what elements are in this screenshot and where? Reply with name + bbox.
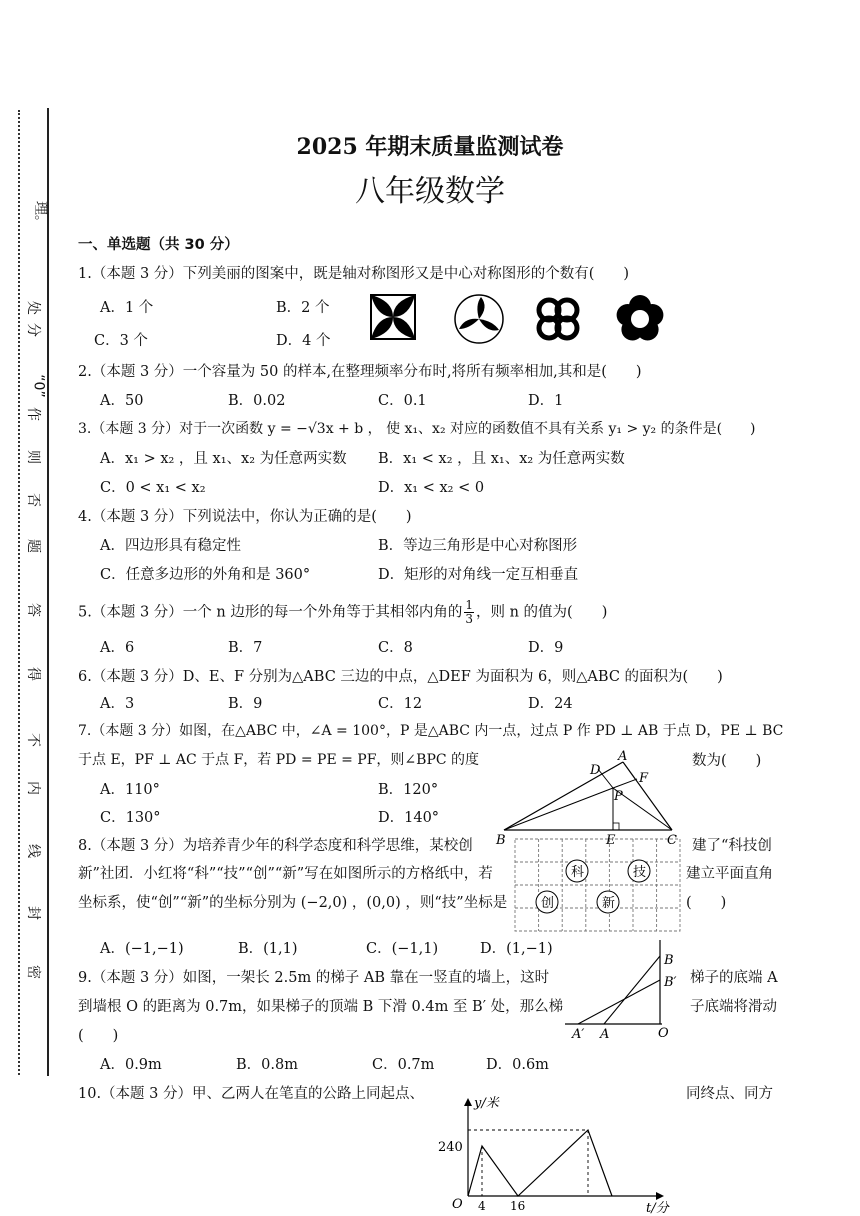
q7-label-e: E	[606, 833, 616, 848]
q1-pattern-2	[455, 295, 503, 343]
binding-char: 作	[25, 407, 41, 421]
q8-line2: 新”社团．小红将“科”“技”“创”“新”写在如图所示的方格纸中，若	[78, 866, 493, 882]
exam-title: 2025 年期末质量监测试卷	[296, 134, 564, 160]
q7-label-c: C	[667, 833, 677, 848]
q10-xlabel: t/分	[646, 1201, 669, 1214]
q8-char-chuang: 创	[541, 896, 555, 911]
q5-option-c: C．8	[378, 640, 413, 656]
q9-option-d: D．0.6m	[486, 1057, 549, 1073]
q9-line1-tail: 梯子的底端 A	[690, 970, 778, 986]
q9-ladder-figure	[560, 936, 685, 1042]
q7-label-d: D	[590, 763, 601, 778]
q9-label-a: A	[600, 1027, 610, 1042]
q7-line2: 于点 E，PF ⊥ AC 于点 F，若 PD = PE = PF，则∠BPC 的度	[78, 752, 480, 768]
q9-option-b: B．0.8m	[236, 1057, 298, 1073]
q7-option-b: B．120°	[378, 782, 439, 798]
q5-frac-den: 3	[465, 612, 473, 626]
q7-option-d: D．140°	[378, 810, 440, 826]
q6-stem: 6.（本题 3 分）D、E、F 分别为△ABC 三边的中点，△DEF 为面积为 6，则△ABC 的面积为( )	[78, 669, 723, 685]
q9-line1: 9.（本题 3 分）如图，一架长 2.5m 的梯子 AB 靠在一竖直的墙上，这时	[78, 970, 550, 986]
q5-fraction	[464, 599, 474, 626]
binding-char: “0”	[30, 374, 47, 398]
q4-option-b: B．等边三角形是中心对称图形	[378, 538, 578, 554]
q8-char-ji: 技	[633, 865, 647, 880]
q5-stem-b: ，则 n 的值为( )	[475, 604, 608, 621]
q10-x-tick-4: 4	[478, 1199, 486, 1213]
q3-option-a: A．x₁ > x₂ ，且 x₁、x₂ 为任意两实数	[100, 451, 347, 467]
q6-option-b: B．9	[228, 696, 263, 712]
binding-char: 线	[25, 844, 41, 858]
q1-patterns-figure	[360, 288, 680, 348]
q3-option-b: B．x₁ < x₂ ，且 x₁、x₂ 为任意两实数	[378, 451, 625, 467]
q9-option-a: A．0.9m	[100, 1057, 162, 1073]
binding-char: 否	[25, 493, 41, 507]
q7-option-a: A．110°	[100, 782, 160, 798]
q8-option-d: D．(1,−1)	[480, 941, 553, 957]
q5-option-b: B．7	[228, 640, 263, 656]
binding-char: 题	[25, 539, 41, 553]
binding-char: 密	[25, 965, 41, 979]
q4-option-d: D．矩形的对角线一定互相垂直	[378, 567, 579, 583]
q1-option-a: A．1 个	[100, 300, 154, 316]
binding-dotted-line	[18, 110, 21, 1075]
binding-char: 理。	[32, 201, 48, 229]
q8-option-b: B．(1,1)	[238, 941, 298, 957]
q1-pattern-1	[371, 295, 415, 339]
binding-char: 分	[25, 323, 41, 337]
q8-option-a: A．(−1,−1)	[100, 941, 184, 957]
q2-option-d: D．1	[528, 393, 564, 409]
binding-char: 内	[25, 781, 41, 795]
q9-line3: ( )	[78, 1028, 119, 1044]
binding-char: 处	[25, 301, 41, 315]
q9-line2: 到墙根 O 的距离为 0.7m，如果梯子的顶端 B 下滑 0.4m 至 B′ 处，那么梯	[78, 999, 564, 1015]
q5-option-a: A．6	[100, 640, 135, 656]
binding-char: 答	[25, 603, 41, 617]
q1-option-b: B．2 个	[276, 300, 330, 316]
q10-line1-tail: 同终点、同方	[686, 1086, 773, 1102]
q2-option-c: C．0.1	[378, 393, 427, 409]
q1-option-c: C．3 个	[94, 333, 148, 349]
q10-y-tick: 240	[438, 1140, 463, 1155]
binding-char: 得	[25, 667, 41, 681]
q8-line1: 8.（本题 3 分）为培养青少年的科学态度和科学思维，某校创	[78, 838, 473, 854]
q2-stem: 2.（本题 3 分）一个容量为 50 的样本,在整理频率分布时,将所有频率相加,其和是( )	[78, 364, 642, 380]
q2-option-b: B．0.02	[228, 393, 286, 409]
q8-char-xin: 新	[602, 896, 616, 911]
q7-line1: 7.（本题 3 分）如图，在△ABC 中，∠A = 100°，P 是△ABC 内一点，过点 P 作 PD ⊥ AB 于点 D，PE ⊥ BC	[78, 723, 784, 739]
q10-x-tick-16: 16	[510, 1199, 526, 1213]
q9-label-a-prime: A′	[572, 1027, 585, 1042]
q7-label-b: B	[496, 833, 506, 848]
binding-solid-line	[47, 108, 49, 1076]
q5-frac-num: 1	[465, 598, 473, 612]
section-heading: 一、单选题（共 30 分）	[78, 237, 239, 253]
q1-option-d: D．4 个	[276, 333, 331, 349]
q3-stem: 3.（本题 3 分）对于一次函数 y = −√3x + b ， 使 x₁、x₂ 对应的函数值不具有关系 y₁ > y₂ 的条件是( )	[78, 421, 756, 437]
q4-stem: 4.（本题 3 分）下列说法中，你认为正确的是( )	[78, 509, 412, 525]
q9-label-o: O	[658, 1026, 669, 1041]
q5-option-d: D．9	[528, 640, 564, 656]
q5-stem	[78, 599, 607, 626]
q1-pattern-4	[617, 295, 664, 341]
q8-line1-tail: 建了“科技创	[692, 838, 772, 854]
q6-option-d: D．24	[528, 696, 573, 712]
q9-label-b-prime: B′	[664, 975, 677, 990]
binding-char: 不	[25, 733, 41, 747]
q7-label-a: A	[618, 749, 628, 764]
binding-char: 则	[25, 450, 41, 464]
q8-grid-figure	[514, 838, 682, 934]
q8-line3-tail: ( )	[686, 895, 727, 911]
q1-pattern-3	[539, 300, 577, 338]
q7-line2-tail: 数为( )	[692, 753, 762, 769]
q6-option-a: A．3	[100, 696, 135, 712]
q10-origin: O	[452, 1197, 463, 1212]
q4-option-a: A．四边形具有稳定性	[100, 538, 241, 554]
q7-label-p: P	[614, 789, 623, 804]
q9-option-c: C．0.7m	[372, 1057, 435, 1073]
q8-line3: 坐标系，使“创”“新”的坐标分别为 (−2,0) ，(0,0) ，则“技”坐标是	[78, 895, 508, 911]
q10-line1: 10.（本题 3 分）甲、乙两人在笔直的公路上同起点、	[78, 1086, 425, 1102]
q10-ylabel: y/米	[474, 1096, 499, 1111]
exam-subtitle: 八年级数学	[355, 174, 505, 209]
q7-triangle-figure	[492, 748, 692, 848]
q8-line2-tail: 建立平面直角	[686, 866, 773, 882]
q1-stem: 1.（本题 3 分）下列美丽的图案中，既是轴对称图形又是中心对称图形的个数有( )	[78, 266, 630, 282]
q8-option-c: C．(−1,1)	[366, 941, 439, 957]
q7-label-f: F	[639, 771, 649, 786]
binding-char: 封	[25, 906, 41, 920]
q8-char-ke: 科	[571, 865, 585, 880]
q2-option-a: A．50	[100, 393, 144, 409]
q9-line2-tail: 子底端将滑动	[690, 999, 777, 1015]
q3-option-d: D．x₁ < x₂ < 0	[378, 480, 485, 496]
q9-label-b: B	[664, 953, 674, 968]
q7-option-c: C．130°	[100, 810, 161, 826]
q3-option-c: C．0 < x₁ < x₂	[100, 480, 206, 496]
q5-stem-a: 5.（本题 3 分）一个 n 边形的每一个外角等于其相邻内角的	[78, 604, 463, 621]
q10-graph-figure	[430, 1092, 680, 1214]
q4-option-c: C．任意多边形的外角和是 360°	[100, 567, 311, 583]
q6-option-c: C．12	[378, 696, 423, 712]
